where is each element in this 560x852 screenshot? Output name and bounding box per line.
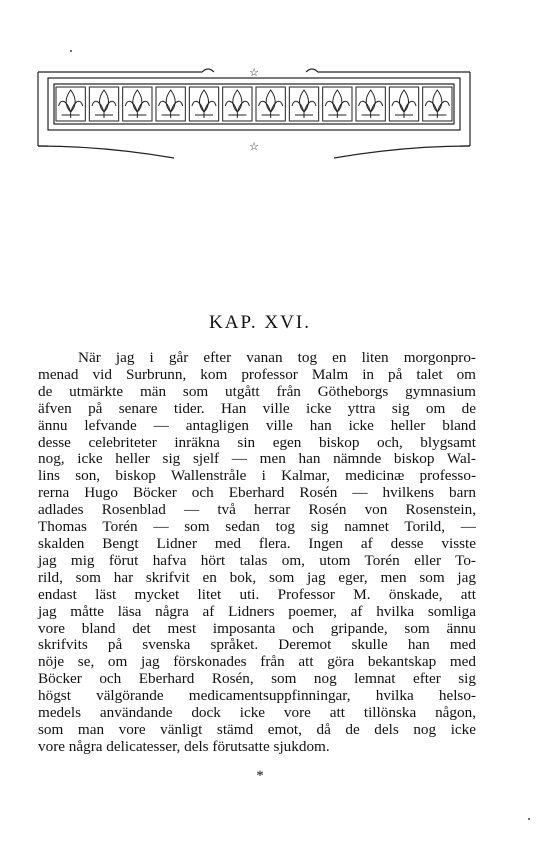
- chapter-paragraph: [38, 350, 476, 756]
- text-line: skrifvits på svenska språket. Deremot skulle han med: [38, 636, 476, 654]
- chapter-heading: KAP. XVI.: [209, 312, 311, 333]
- decorative-header-ornament: [34, 60, 474, 160]
- fleur-de-lis-icon: [359, 90, 383, 118]
- text-line: Böcker och Eberhard Rosén, som nog lemnat efter sig: [38, 670, 476, 688]
- fleur-de-lis-icon: [92, 90, 116, 118]
- text-line: När jag i går efter vanan tog en liten morgonpro-: [78, 349, 476, 366]
- fleur-de-lis-icon: [192, 90, 216, 118]
- text-line: ännu lefvande — antagligen ville han icke heller bland: [38, 416, 476, 434]
- fleur-de-lis-icon: [59, 90, 83, 118]
- text-line: desse celebriteter inräkna sin egen biskop och, blygsamt: [38, 433, 476, 451]
- text-line: Thomas Torén — som sedan tog sig namnet Torild, —: [38, 518, 476, 536]
- text-line: äfven på senare tider. Han ville icke yttra sig om de: [38, 399, 476, 417]
- fleur-de-lis-icon: [225, 90, 249, 118]
- fleur-de-lis-icon: [425, 90, 449, 118]
- paper-speck: [528, 818, 530, 820]
- fleur-de-lis-icon: [125, 90, 149, 118]
- text-line: skalden Bengt Lidner med flera. Ingen af desse visste: [38, 534, 476, 552]
- text-line: endast läst mycket litet uti. Professor M. önskade, att: [38, 585, 476, 603]
- fleur-de-lis-icon: [392, 90, 416, 118]
- text-line: jag mig förut hafva hört talas om, utom Torén eller To-: [38, 551, 476, 569]
- fleur-de-lis-icon: [159, 90, 183, 118]
- svg-text:☆: ☆: [249, 66, 259, 79]
- text-line: adlades Rosenblad — två herrar Rosén von Rosenstein,: [38, 501, 476, 519]
- fleur-de-lis-icon: [292, 90, 316, 118]
- text-line: nog, icke heller sig sjelf — men han nämnde biskop Wal-: [38, 450, 476, 468]
- text-line: vore några delicatesser, dels förutsatte sjukdom.: [38, 737, 330, 755]
- text-line: jag måtte läsa några af Lidners poemer, af hvilka somliga: [38, 602, 476, 620]
- text-line: som man vore vänligt stämd emot, då de dels nog icke: [38, 720, 476, 738]
- text-line: vore bland det mest imposanta och gripande, som ännu: [38, 619, 476, 637]
- text-line: menad vid Surbrunn, kom professor Malm in på talet om: [38, 365, 476, 383]
- text-line: medels användande dock icke vore att tillönska någon,: [38, 704, 476, 722]
- text-line: de utmärkte män som utgått från Götheborgs gymnasium: [38, 382, 476, 400]
- text-line: rerna Hugo Böcker och Eberhard Rosén — hvilkens barn: [38, 484, 476, 502]
- text-line: högst välgörande medicamentsuppfinningar, hvilka helso-: [38, 687, 476, 705]
- section-mark: *: [256, 768, 264, 784]
- text-line: rild, som har skrifvit en bok, som jag eger, men som jag: [38, 568, 476, 586]
- fleur-de-lis-icon: [325, 90, 349, 118]
- text-line: lins son, biskop Wallenstråle i Kalmar, medicinæ professo-: [38, 467, 476, 485]
- paper-speck: [70, 50, 72, 52]
- svg-text:☆: ☆: [249, 140, 259, 153]
- text-line: nöje se, om jag förskonades från att göra bekantskap med: [38, 653, 476, 671]
- fleur-de-lis-icon: [259, 90, 283, 118]
